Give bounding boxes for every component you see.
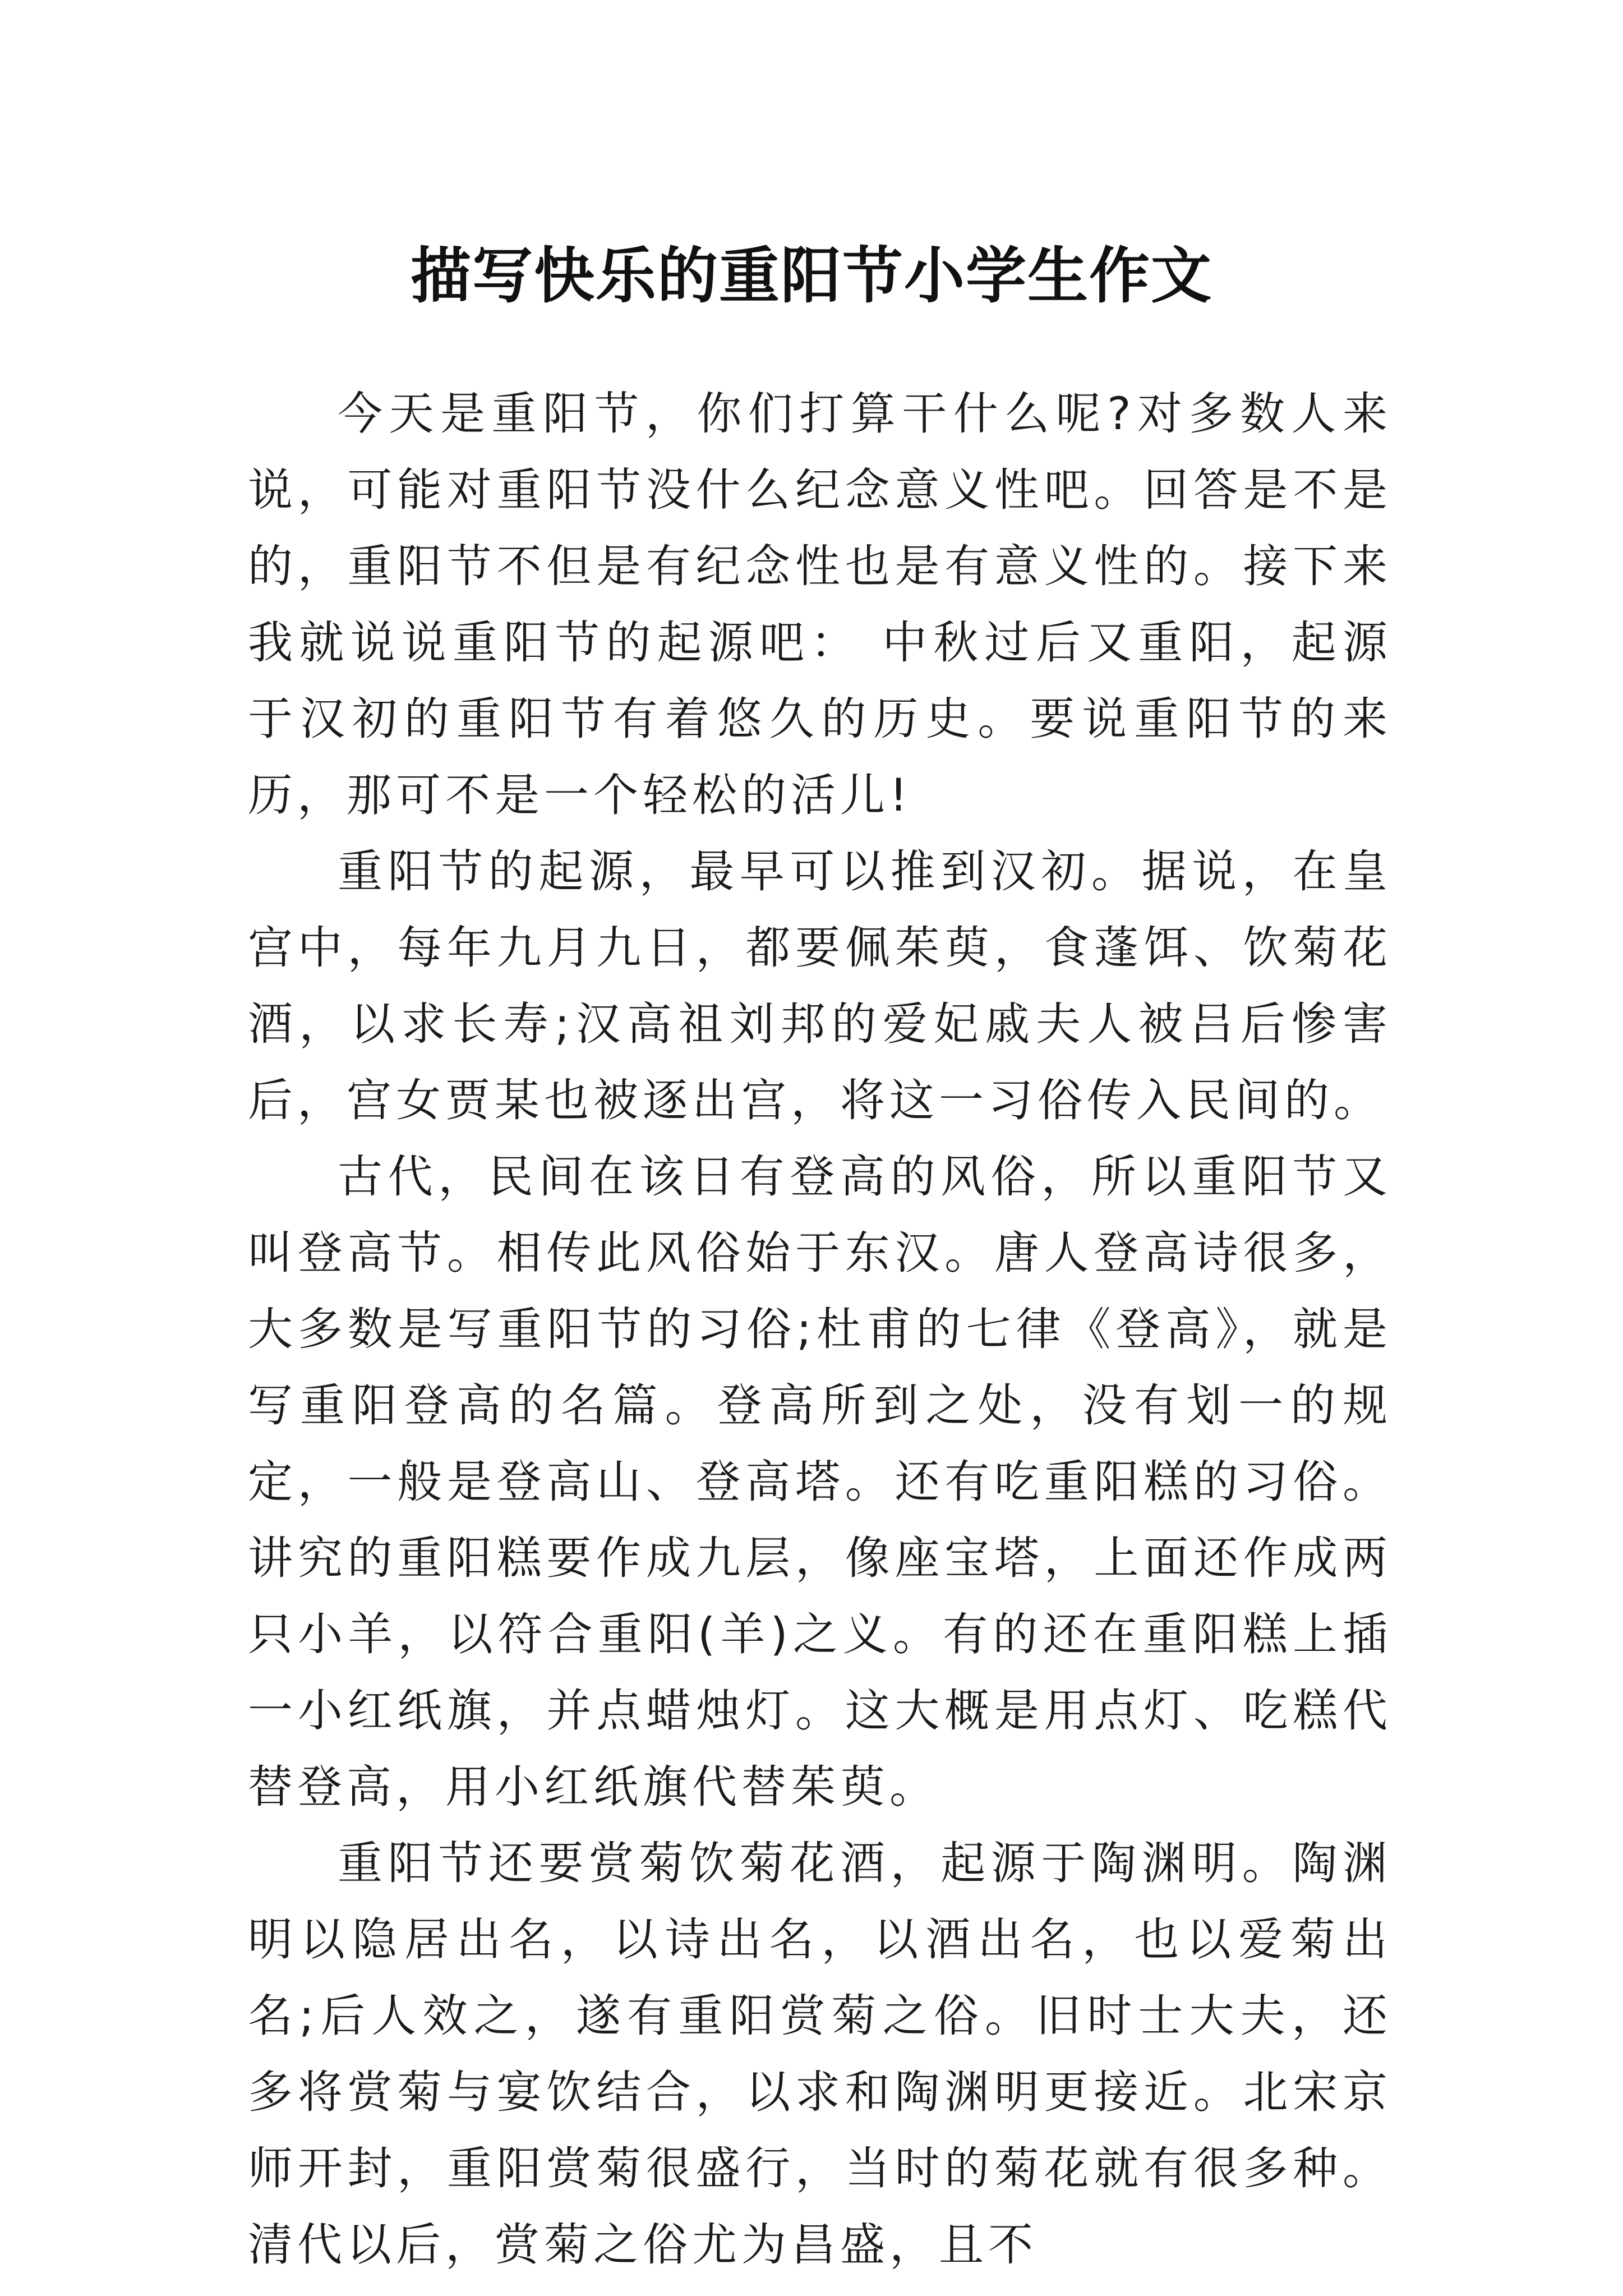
document-title: 描写快乐的重阳节小学生作文 [410, 241, 1212, 312]
paragraph: 古代，民间在该日有登高的风俗，所以重阳节又叫登高节。相传此风俗始于东汉。唐人登高诗很多，大多数是写重阳节的习俗;杜甫的七律《登高》，就是写重阳登高的名篇。登高所到之处，没有划一的规定，一般是登高山、登高塔。还有吃重阳糕的习俗。讲究的重阳糕要作成九层，像座宝塔，上面还作成两只小羊，以符合重阳(羊)之义。有的还在重阳糕上插一小红纸旗，并点蜡烛灯。这大概是用点灯、吃糕代替登高，用小红纸旗代替茱萸。 [248, 1151, 1392, 1813]
paragraph: 重阳节还要赏菊饮菊花酒，起源于陶渊明。陶渊明以隐居出名，以诗出名，以酒出名，也以爱菊出名;后人效之，遂有重阳赏菊之俗。旧时士大夫，还多将赏菊与宴饮结合，以求和陶渊明更接近。北宋京师开封，重阳赏菊很盛行，当时的菊花就有很多种。清代以后，赏菊之俗尤为昌盛，且不 [248, 1837, 1392, 2271]
paragraph: 重阳节的起源，最早可以推到汉初。据说，在皇宫中，每年九月九日，都要佩茱萸，食蓬饵、饮菊花酒，以求长寿;汉高祖刘邦的爱妃戚夫人被吕后惨害后，宫女贾某也被逐出宫，将这一习俗传入民间的。 [248, 845, 1392, 1126]
paragraph: 今天是重阳节，你们打算干什么呢?对多数人来说，可能对重阳节没什么纪念意义性吧。回答是不是的，重阳节不但是有纪念性也是有意义性的。接下来我就说说重阳节的起源吧： 中秋过后又重阳，起源于汉初的重阳节有着悠久的历史。要说重阳节的来历，那可不是一个轻松的活儿! [248, 388, 1392, 821]
document-body [248, 376, 1392, 2283]
